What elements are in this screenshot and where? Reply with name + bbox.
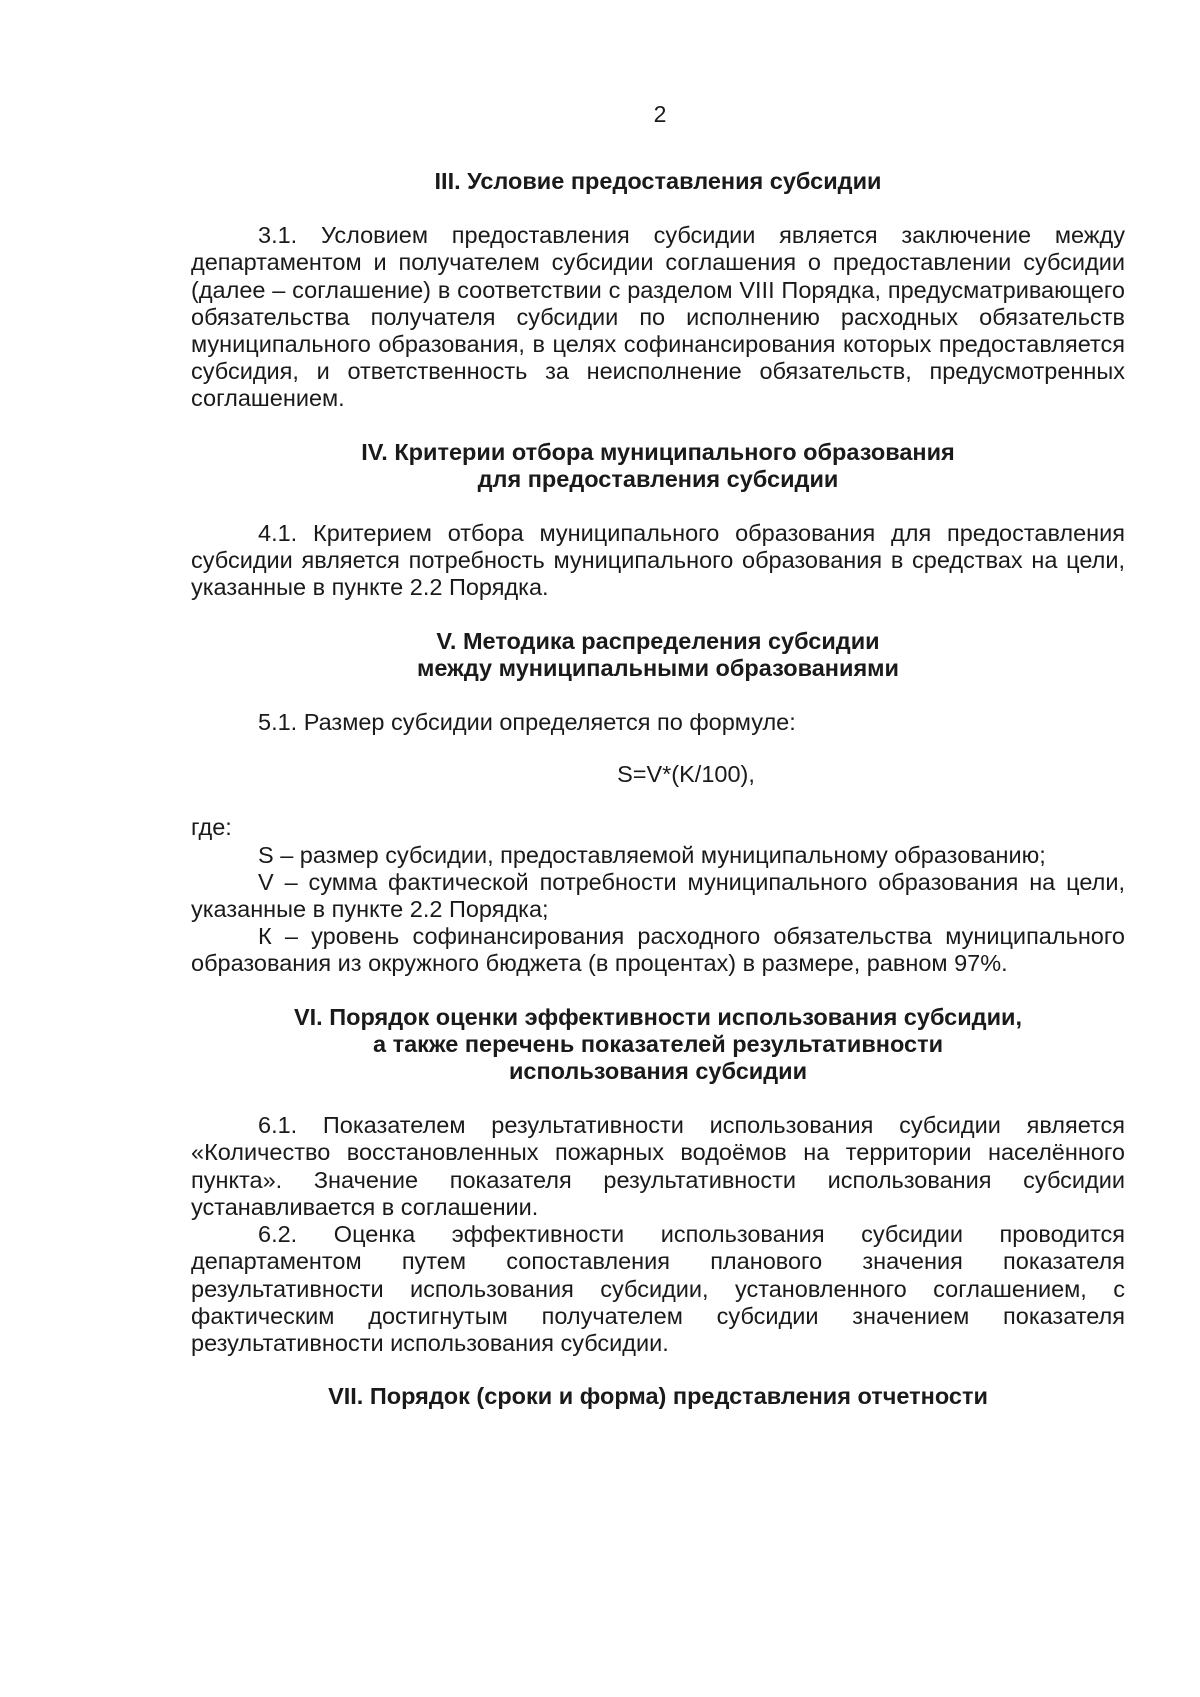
section-7-heading bbox=[191, 1383, 1125, 1410]
section-5-heading bbox=[191, 628, 1125, 682]
section-4-heading bbox=[191, 439, 1125, 493]
section-6-heading-line-3: использования субсидии bbox=[508, 1058, 808, 1085]
section-4-heading-line-1: IV. Критерии отбора муниципального образования bbox=[361, 438, 955, 465]
formula-where-label: где: bbox=[191, 814, 232, 841]
section-6-heading-line-2: а также перечень показателей результативности bbox=[372, 1030, 944, 1057]
section-4-heading-line-2: для предоставления субсидии bbox=[477, 465, 839, 492]
subsidy-formula: S=V*(K/100), bbox=[617, 761, 755, 788]
paragraph-6-2: 6.2. Оценка эффективности использования субсидии проводится департаментом путем сопоставления планового значения показателя результативности использования субсидии, установленного соглашением, с фактическим достигнутым получателем субсидии значением показателя результативности использования субсидии. bbox=[191, 1221, 1125, 1356]
definition-s: S – размер субсидии, предоставляемой муниципальному образованию; bbox=[258, 841, 1046, 868]
paragraph-3-1: 3.1. Условием предоставления субсидии является заключение между департаментом и получателем субсидии соглашения о предоставлении субсидии (далее – соглашение) в соответствии с разделом VIII Порядка, предусматривающего обязательства получателя субсидии по исполнению расходных обязательств муниципального образования, в целях софинансирования которых предоставляется субсидия, и ответственность за неисполнение обязательств, предусмотренных соглашением. bbox=[191, 222, 1125, 412]
document-body bbox=[191, 168, 1125, 1410]
section-7-heading-text: VII. Порядок (сроки и форма) представления отчетности bbox=[328, 1383, 988, 1410]
paragraph-4-1: 4.1. Критерием отбора муниципального образования для предоставления субсидии является потребность муниципального образования в средствах на цели, указанные в пункте 2.2 Порядка. bbox=[191, 520, 1125, 601]
paragraph-6-1: 6.1. Показателем результативности использования субсидии является «Количество восстановленных пожарных водоёмов на территории населённого пункта». Значение показателя результативности использования субсидии устанавливается в соглашении. bbox=[191, 1112, 1125, 1220]
section-5-heading-line-2: между муниципальными образованиями bbox=[417, 654, 899, 681]
section-3-heading-text: III. Условие предоставления субсидии bbox=[434, 168, 882, 194]
paragraph-5-1: 5.1. Размер субсидии определяется по формуле: bbox=[258, 709, 796, 736]
section-5-heading-line-1: V. Методика распределения субсидии bbox=[436, 627, 880, 654]
page-number: 2 bbox=[653, 101, 667, 127]
section-6-heading bbox=[191, 1004, 1125, 1086]
section-6-heading-line-1: VI. Порядок оценки эффективности использования субсидии, bbox=[293, 1003, 1023, 1030]
definition-v: V – сумма фактической потребности муниципального образования на цели, указанные в пункте 2.2 Порядка; bbox=[191, 868, 1125, 923]
definition-k: К – уровень софинансирования расходного обязательства муниципального образования из окружного бюджета (в процентах) в размере, равном 97%. bbox=[191, 923, 1125, 977]
section-3-heading bbox=[191, 168, 1125, 195]
